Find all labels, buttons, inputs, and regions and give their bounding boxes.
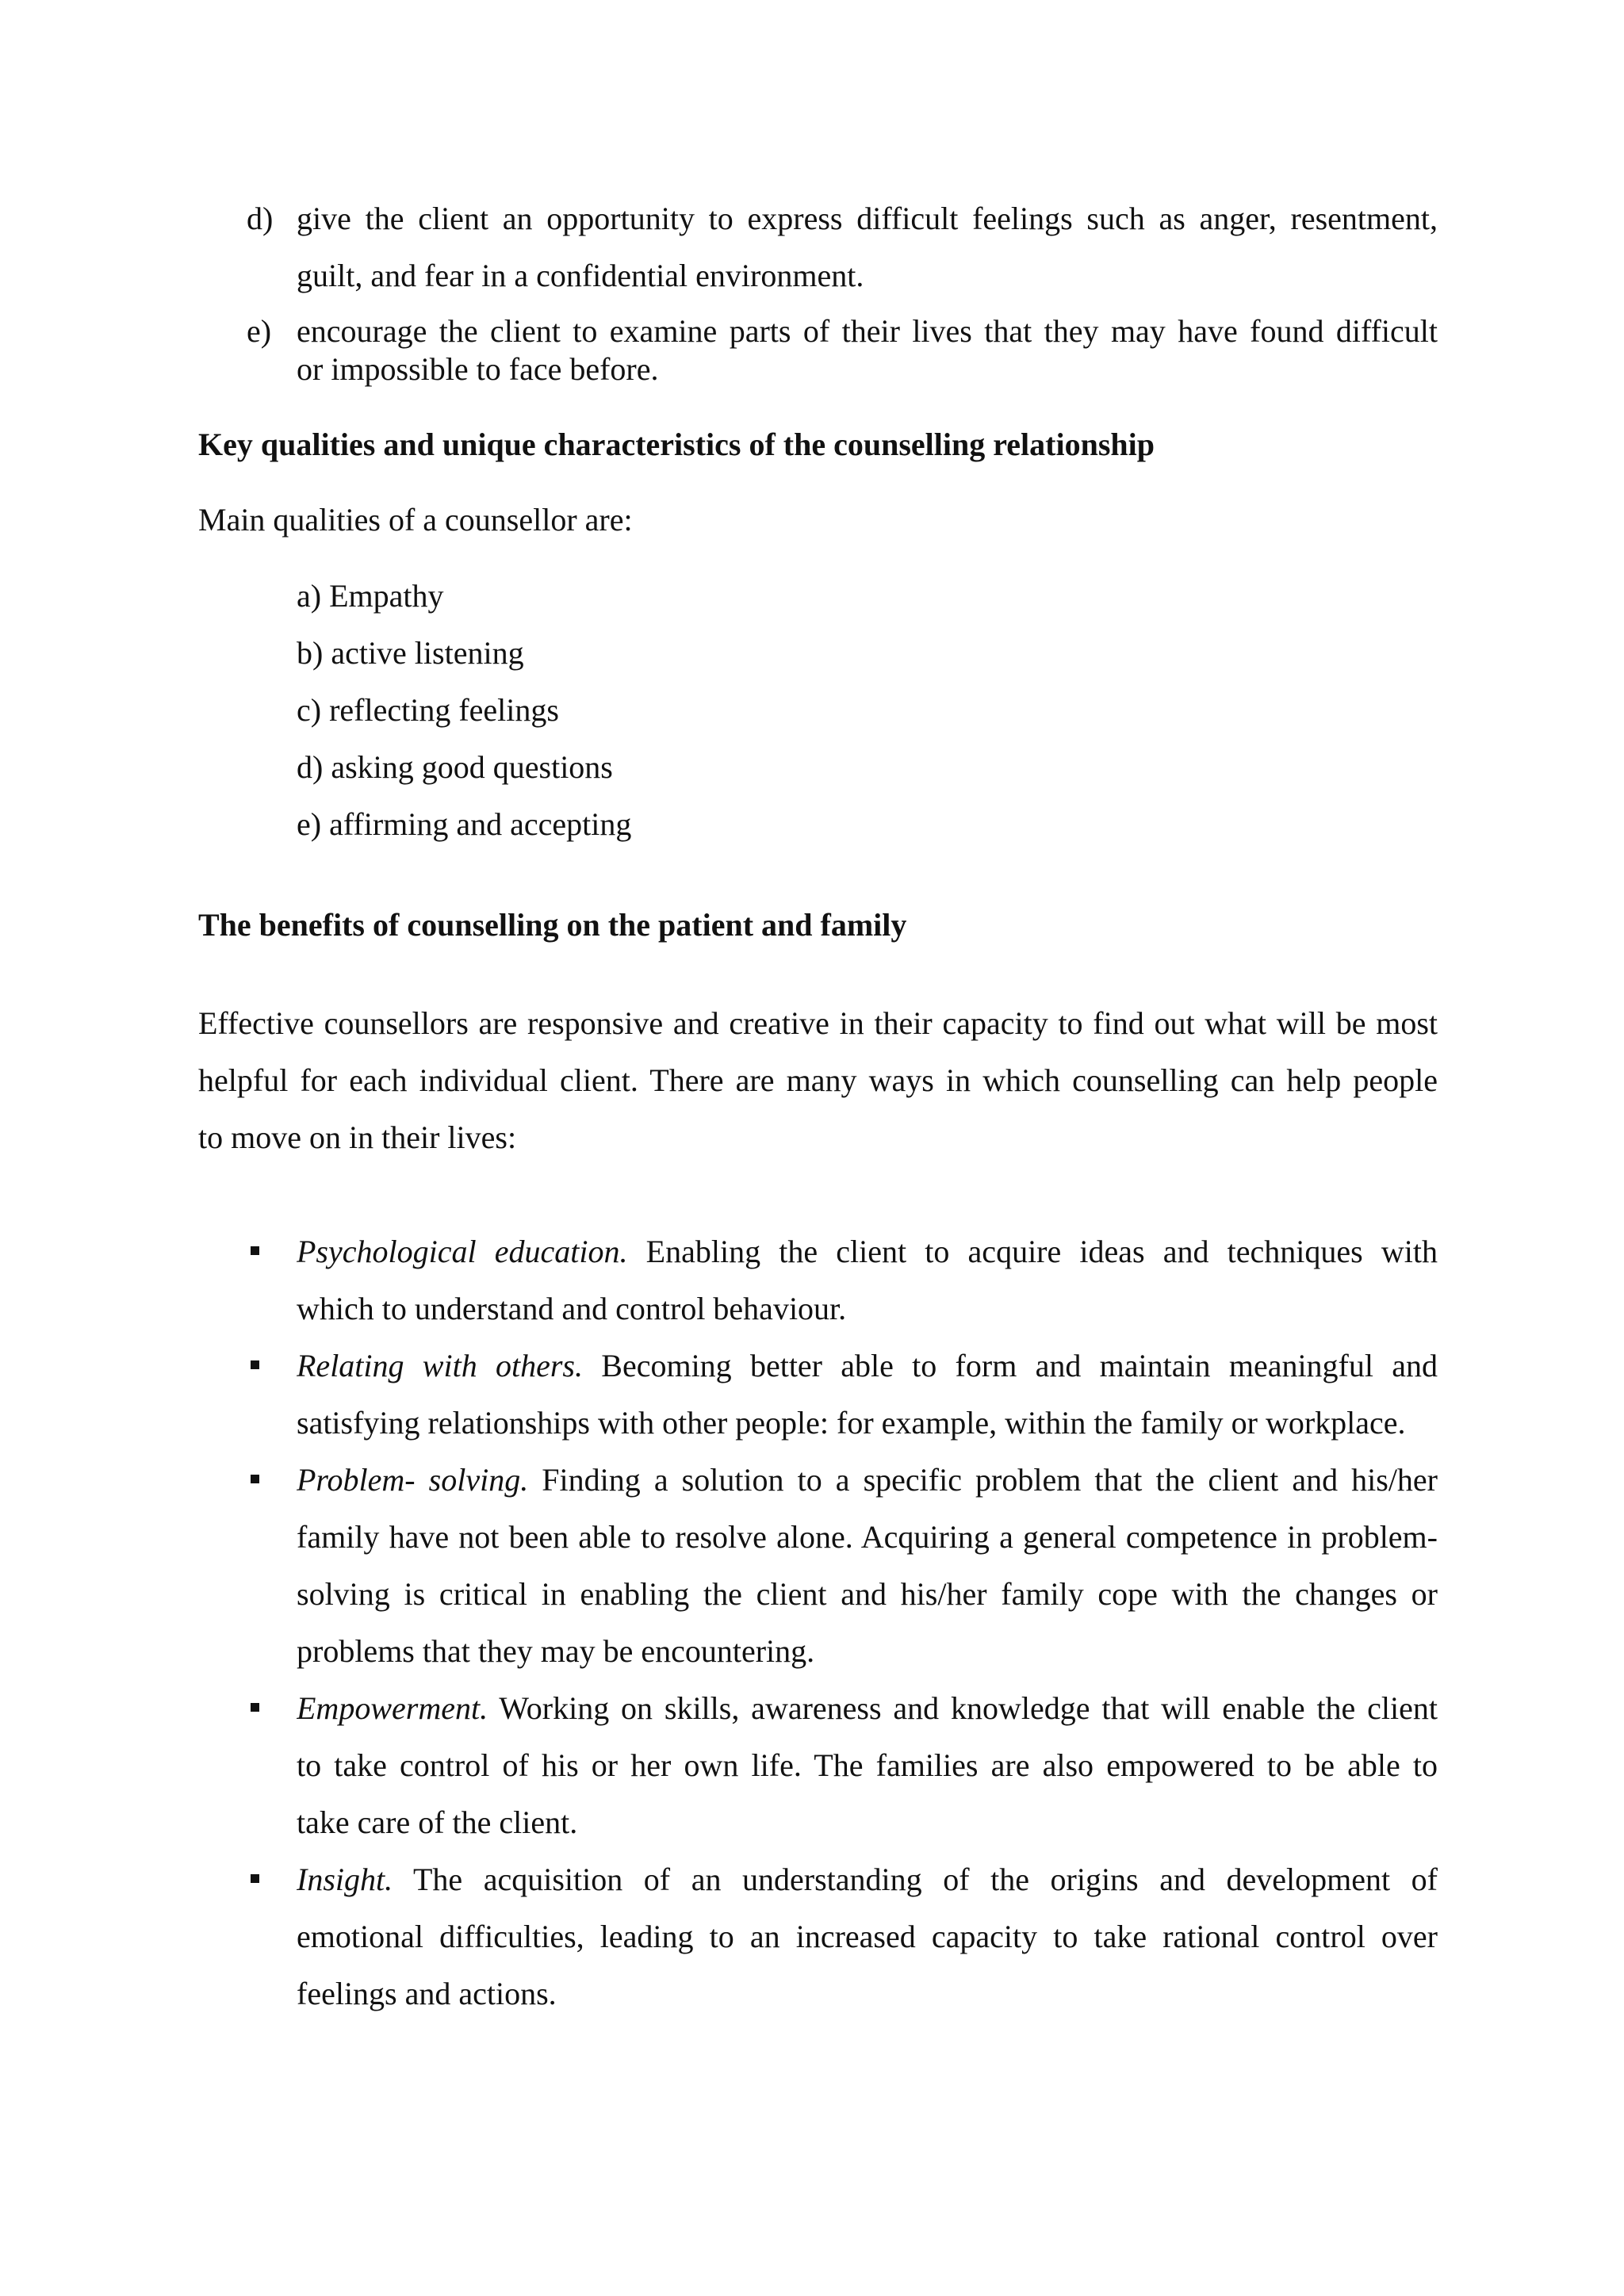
paragraph-line: Effective counsellors are responsive and creative in their capacity to find out what will be most <box>198 1005 1438 1041</box>
square-bullet-icon <box>251 1874 259 1883</box>
square-bullet-icon <box>251 1246 259 1255</box>
bullet-text: Working on skills, awareness and knowledge that will enable the client <box>499 1690 1438 1726</box>
square-bullet-icon <box>251 1475 259 1483</box>
section-heading: Key qualities and unique characteristics of the counselling relationship <box>198 427 1155 462</box>
section-heading: The benefits of counselling on the patient and family <box>198 907 907 943</box>
bullet-text: The acquisition of an understanding of the origins and development of <box>412 1862 1438 1897</box>
bullet-first-line <box>297 1233 1438 1271</box>
intro-list-item-line: give the client an opportunity to express difficult feelings such as anger, resentment, <box>297 201 1438 236</box>
intro-list-marker: d) <box>247 201 274 236</box>
bullet-text: Enabling the client to acquire ideas and techniques with <box>645 1234 1438 1269</box>
bullet-term: Empowerment. <box>297 1690 488 1726</box>
intro-list-marker: e) <box>247 313 272 349</box>
bullet-term: Insight. <box>297 1862 393 1897</box>
bullet-first-line <box>297 1347 1438 1385</box>
quality-list-item: c) reflecting feelings <box>297 692 559 728</box>
bullet-first-line <box>297 1689 1438 1728</box>
bullet-line: feelings and actions. <box>297 1976 557 2011</box>
quality-list-item: b) active listening <box>297 635 524 671</box>
bullet-line: emotional difficulties, leading to an increased capacity to take rational control over <box>297 1919 1438 1954</box>
quality-list-item: d) asking good questions <box>297 749 613 785</box>
bullet-line: family have not been able to resolve alone. Acquiring a general competence in problem- <box>297 1519 1438 1555</box>
bullet-term: Problem- solving. <box>297 1462 529 1498</box>
bullet-line: take care of the client. <box>297 1804 578 1840</box>
intro-list-item-line: guilt, and fear in a confidential environment. <box>297 258 864 293</box>
bullet-line: solving is critical in enabling the client and his/her family cope with the changes or <box>297 1576 1438 1612</box>
quality-list-item: e) affirming and accepting <box>297 806 632 842</box>
bullet-term: Psychological education. <box>297 1234 628 1269</box>
paragraph-line: helpful for each individual client. There are many ways in which counselling can help people <box>198 1062 1438 1098</box>
intro-list-item-line: or impossible to face before. <box>297 351 659 387</box>
bullet-first-line <box>297 1461 1438 1499</box>
square-bullet-icon <box>251 1703 259 1712</box>
bullet-term: Relating with others. <box>297 1348 583 1383</box>
section-lead-text: Main qualities of a counsellor are: <box>198 502 633 538</box>
bullet-line: satisfying relationships with other people: for example, within the family or workplace. <box>297 1405 1406 1441</box>
square-bullet-icon <box>251 1360 259 1369</box>
bullet-first-line <box>297 1861 1438 1899</box>
bullet-line: which to understand and control behaviour. <box>297 1291 847 1326</box>
bullet-text: Finding a solution to a specific problem that the client and his/her <box>542 1462 1438 1498</box>
bullet-line: problems that they may be encountering. <box>297 1633 815 1669</box>
bullet-line: to take control of his or her own life. The families are also empowered to be able to <box>297 1747 1438 1783</box>
paragraph-line: to move on in their lives: <box>198 1119 517 1155</box>
bullet-text: Becoming better able to form and maintain meaningful and <box>601 1348 1438 1383</box>
quality-list-item: a) Empathy <box>297 578 444 614</box>
intro-list-item-line: encourage the client to examine parts of their lives that they may have found difficult <box>297 313 1438 349</box>
